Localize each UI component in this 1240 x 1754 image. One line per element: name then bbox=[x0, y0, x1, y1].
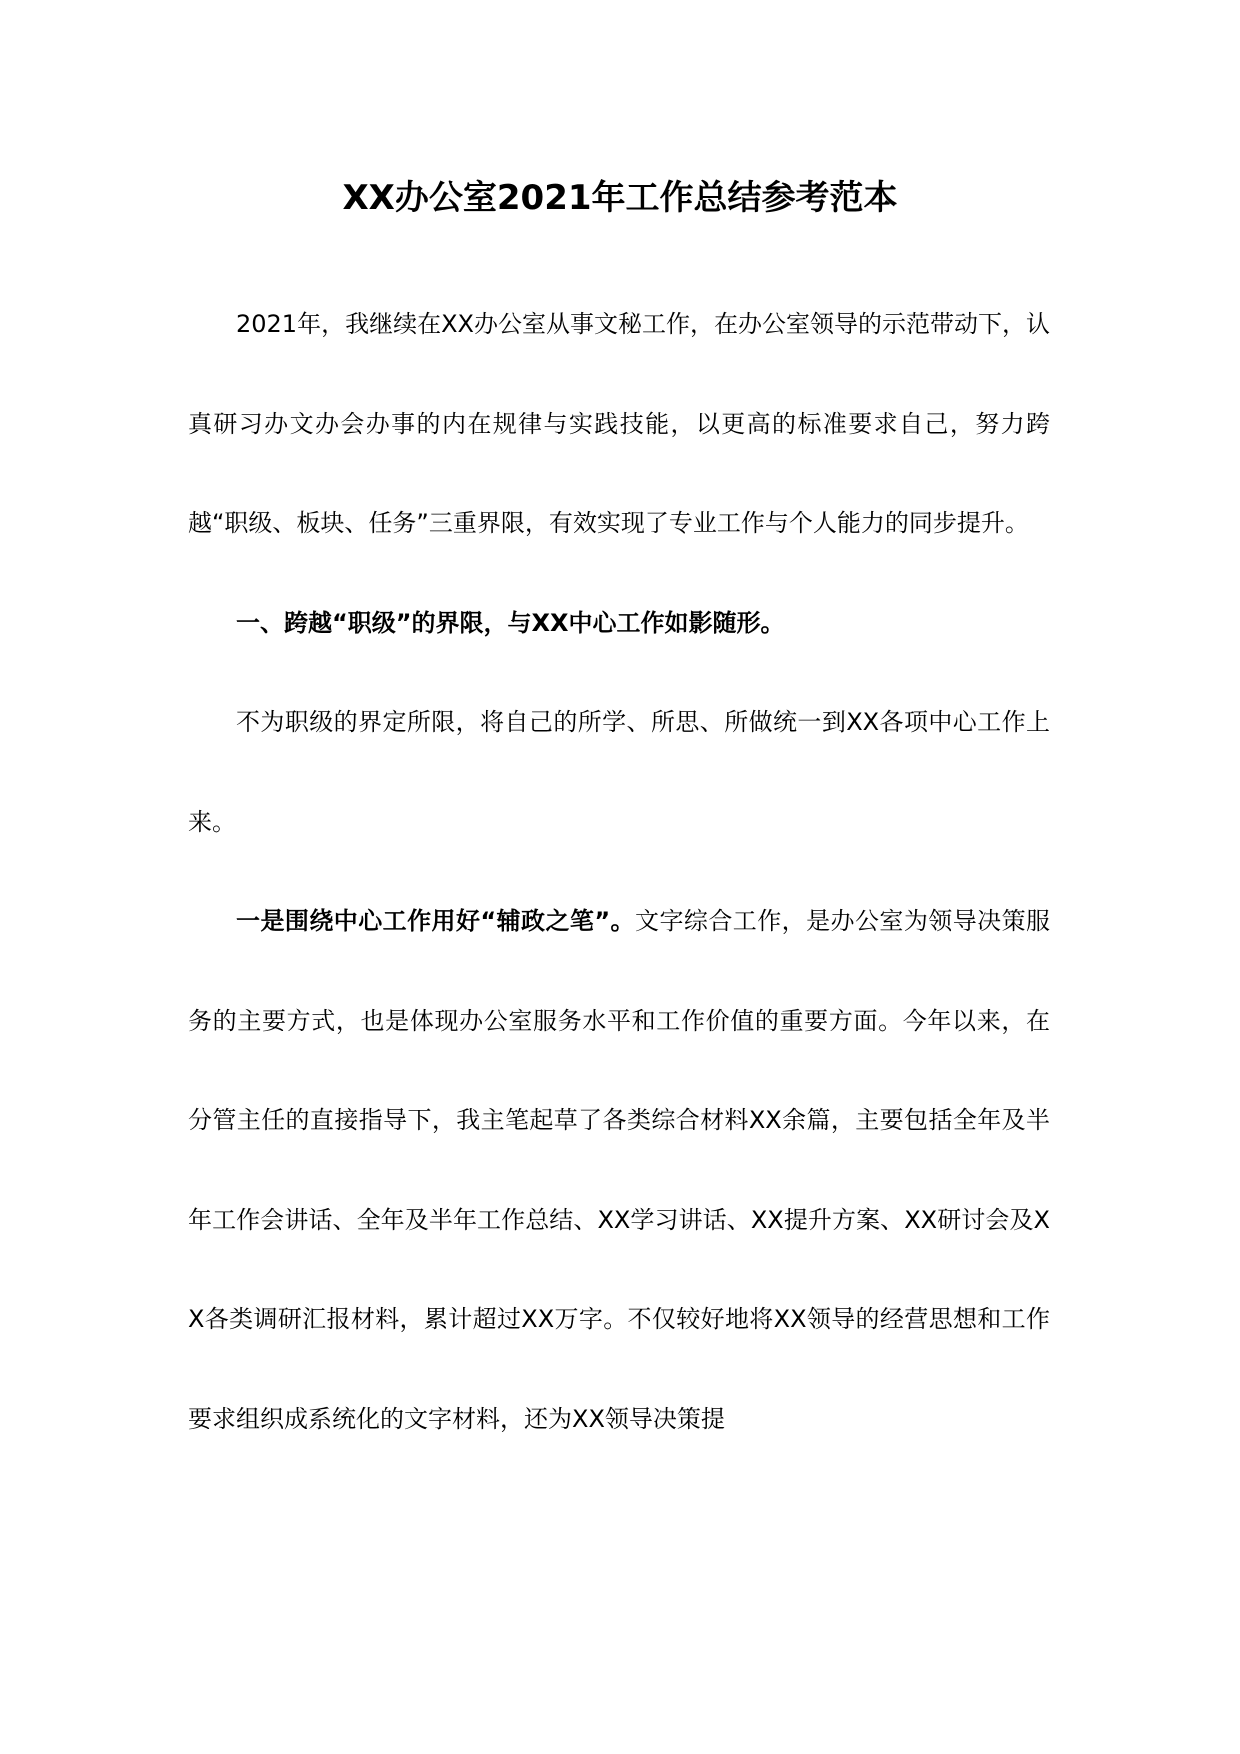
document-title: XX办公室2021年工作总结参考范本 bbox=[342, 178, 898, 218]
item-1-paragraph bbox=[188, 872, 1050, 1469]
section-1-heading: 一、跨越“职级”的界限，与XX中心工作如影随形。 bbox=[236, 608, 785, 637]
item-1-text: 文字综合工作，是办公室为领导决策服务的主要方式，也是体现办公室服务水平和工作价值的重要方面。今年以来，在分管主任的直接指导下，我主笔起草了各类综合材料XX余篇，主要包括全年及半年工作会讲话、全年及半年工作总结、XX学习讲话、XX提升方案、XX研讨会及XX各类调研汇报材料，累计超过XX万字。不仅较好地将XX领导的经营思想和工作要求组织成系统化的文字材料，还为XX领导决策提 bbox=[188, 907, 1051, 1433]
intro-paragraph: 2021年，我继续在XX办公室从事文秘工作，在办公室领导的示范带动下，认真研习办文办会办事的内在规律与实践技能，以更高的标准要求自己，努力跨越“职级、板块、任务”三重界限，有效实现了专业工作与个人能力的同步提升。 bbox=[188, 310, 1050, 537]
item-1-lead: 一是围绕中心工作用好“辅政之笔”。 bbox=[236, 907, 635, 935]
document-body bbox=[188, 275, 1050, 1469]
section-1-paragraph: 不为职级的界定所限，将自己的所学、所思、所做统一到XX各项中心工作上来。 bbox=[188, 708, 1050, 836]
